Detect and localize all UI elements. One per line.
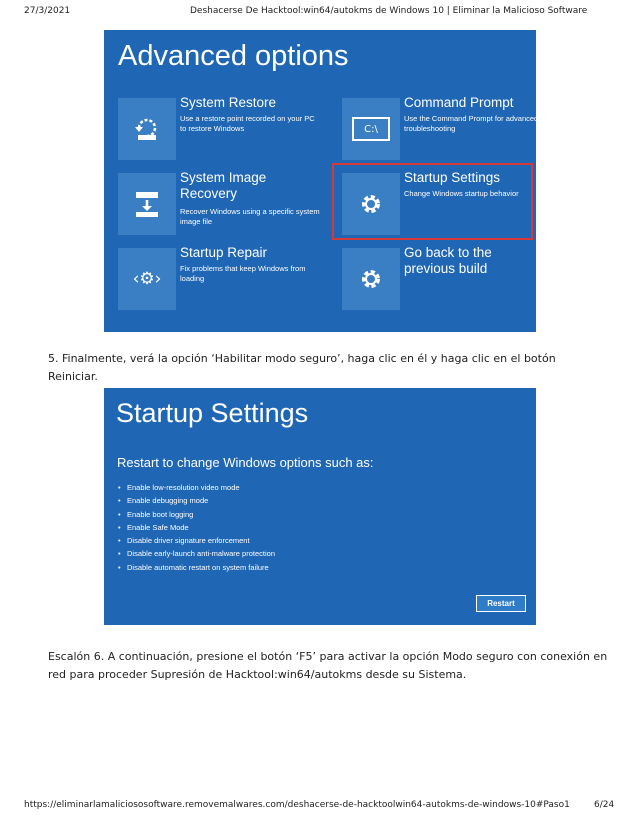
command-prompt-icon [342, 98, 400, 160]
list-item: • Enable Safe Mode [118, 521, 275, 534]
highlight-box [332, 163, 533, 240]
gear-icon [342, 248, 400, 310]
tile-desc: Change Windows startup behavior [404, 189, 519, 198]
startup-settings-screenshot [104, 388, 536, 625]
startup-repair-icon [118, 248, 176, 310]
tile-title: Startup Settings [404, 170, 501, 185]
print-date: 27/3/2021 [24, 6, 71, 16]
tile-title: System Image Recovery [180, 170, 267, 201]
step5-text: 5. Finalmente, verá la opción ‘Habilitar modo seguro’, haga clic en él y haga clic en el botón Reiniciar. [48, 352, 556, 383]
tile-title: Go back to the previous build [404, 245, 492, 276]
list-item: • Disable early-launch anti-malware protection [118, 547, 275, 560]
startup-options-list [118, 481, 275, 574]
tile-command-prompt[interactable] [342, 95, 542, 160]
tile-startup-repair[interactable] [118, 245, 318, 310]
system-image-icon [118, 173, 176, 235]
list-item: • Enable boot logging [118, 508, 275, 521]
tile-desc: Use the Command Prompt for advanced troubleshooting [404, 114, 539, 133]
tile-desc: Use a restore point recorded on your PC to restore Windows [180, 114, 315, 133]
system-restore-icon [118, 98, 176, 160]
tile-title: Startup Repair [180, 245, 268, 260]
print-url: https://eliminarlamaliciososoftware.removemalwares.com/deshacerse-de-hacktoolwin64-autokms-de-windows-10#Paso1 [24, 800, 570, 810]
advanced-options-screenshot [104, 30, 539, 332]
tile-title: Command Prompt [404, 95, 514, 110]
list-item: • Disable driver signature enforcement [118, 534, 275, 547]
list-item: • Enable low-resolution video mode [118, 481, 275, 494]
step6-text: Escalón 6. A continuación, presione el botón ‘F5’ para activar la opción Modo seguro con conexión en red para proceder Supresión de Hacktool:win64/autokms desde su Sistema. [48, 650, 608, 681]
startup-repair-glyph: ‹⚙› [132, 269, 162, 289]
advanced-options-title: Advanced options [118, 40, 349, 72]
startup-settings-subtitle: Restart to change Windows options such as: [117, 455, 374, 470]
tile-go-back[interactable] [342, 245, 542, 310]
list-item: • Disable automatic restart on system failure [118, 561, 275, 574]
startup-settings-title: Startup Settings [116, 398, 309, 428]
tile-system-restore[interactable] [118, 95, 318, 160]
command-prompt-glyph: C:\ [352, 117, 390, 141]
tile-desc: Fix problems that keep Windows from loading [180, 264, 306, 283]
tile-desc: Recover Windows using a specific system image file [180, 207, 320, 226]
page-number: 6/24 [594, 800, 615, 810]
tile-title: System Restore [180, 95, 277, 110]
print-title: Deshacerse De Hacktool:win64/autokms de Windows 10 | Eliminar la Malicioso Software [190, 6, 588, 16]
tile-system-image-recovery[interactable] [118, 170, 320, 235]
list-item: • Enable debugging mode [118, 494, 275, 507]
restart-button[interactable]: Restart [476, 595, 526, 612]
